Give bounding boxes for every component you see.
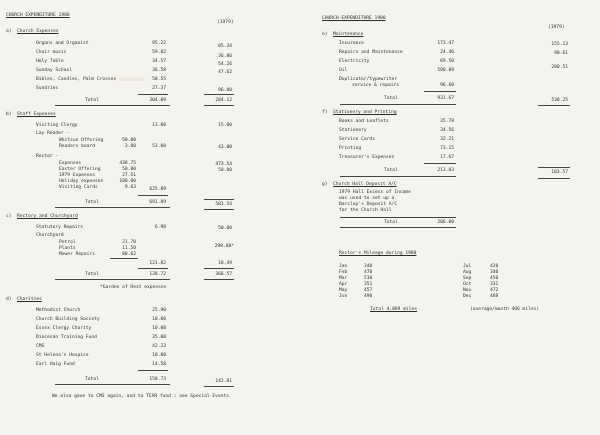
section-e-heading: Maintenance (333, 32, 364, 37)
mileage-value: 490 (364, 294, 373, 299)
b-visiting-1979: 15.00 (218, 123, 232, 128)
c-cy-1979: 298.08* (214, 244, 234, 249)
total-rule (138, 195, 168, 196)
b-visiting-1980: 13.00 (152, 123, 166, 128)
g-line: 1979 Hall Excess of Income (339, 190, 411, 195)
a-item-1979: 54.26 (218, 62, 232, 67)
total-underline (538, 178, 570, 179)
c-cy-val: 11.50 (122, 246, 136, 251)
left-year-header: (1979) (217, 20, 234, 25)
mileage-month: Mar (339, 276, 348, 281)
mileage-value: 450 (490, 276, 499, 281)
mileage-month: May (339, 288, 348, 293)
total-rule (138, 94, 168, 95)
c-churchyard: Churchyard (36, 233, 64, 238)
e-total-label: Total (384, 96, 398, 101)
section-a-heading: Church Expenses (17, 29, 59, 34)
b-rector-val: 438.75 (119, 161, 136, 166)
bleed-through-decoration: ─ (120, 57, 145, 103)
d-item-val: 35.00 (152, 335, 166, 340)
b-lay-total-1980: 53.00 (152, 144, 166, 149)
a-item-1980: 36.58 (152, 68, 166, 73)
a-item-1979: 85.34 (218, 44, 232, 49)
g-line: was used to set up a (339, 196, 395, 201)
b-readers-board: Readers board (59, 144, 95, 149)
total-rule (424, 91, 456, 92)
c-statutory-1979: 50.00 (218, 226, 232, 231)
f-item-name: Books and Leaflets (339, 119, 389, 124)
b-total-label: Total (85, 200, 99, 205)
d-item-name: Church Building Society (36, 317, 100, 322)
e-item-name: Oil (339, 68, 348, 73)
d-item-name: Earl Haig Fund (36, 362, 75, 367)
section-g-heading: Church Hall Deposit A/C (333, 182, 397, 187)
right-page-title: CHURCH EXPENDITURE 1980 (322, 16, 386, 21)
section-b-label: b) (6, 112, 12, 117)
b-rector-item: Visiting Cards (59, 185, 98, 190)
d-item-val: 10.00 (152, 326, 166, 331)
a-item-1979: 96.00 (218, 88, 232, 93)
b-whitsun-val: 50.00 (122, 138, 136, 143)
section-f-heading: Stationery and Printing (333, 110, 397, 115)
total-underline (340, 176, 456, 177)
mileage-value: 340 (490, 270, 499, 275)
g-total-1980: 206.00 (437, 220, 454, 225)
d-item-val: 10.00 (152, 317, 166, 322)
mileage-value: 470 (364, 270, 373, 275)
b-rector-1979b: 50.00 (218, 168, 232, 173)
mileage-month: Jun (339, 294, 348, 299)
c-statutory-1980: 6.90 (154, 225, 166, 230)
c-footnote: *Garden of Rest expenses (100, 285, 167, 290)
mileage-value: 457 (364, 288, 373, 293)
section-b-heading: Staff Expenses (17, 112, 56, 117)
section-a-label: a) (6, 29, 12, 34)
c-cy-val: 21.70 (122, 240, 136, 245)
a-item-name: Organs and Organist (36, 41, 89, 46)
mileage-month: Nov (463, 288, 472, 293)
e-item-name: Repairs and Maintenance (339, 50, 403, 55)
b-rector-val: 50.00 (122, 167, 136, 172)
total-rule (204, 268, 234, 269)
f-item-val: 35.78 (440, 119, 454, 124)
f-total-1980: 213.83 (437, 168, 454, 173)
mileage-value: 340 (364, 264, 373, 269)
total-underline (55, 279, 170, 280)
mileage-value: 331 (490, 282, 499, 287)
d-item-val: 42.23 (152, 344, 166, 349)
b-whitsun: Whitsun Offering (59, 138, 104, 143)
f-item-name: Printing (339, 146, 362, 151)
mileage-month: Feb (339, 270, 348, 275)
f-item-name: Treasurer's Expenses (339, 155, 395, 160)
mileage-value: 420 (490, 264, 499, 269)
total-underline (204, 209, 234, 210)
mileage-month: Jul (463, 264, 472, 269)
c-statutory: Statutory Repairs (36, 225, 84, 230)
d-item-name: Methodist Church (36, 308, 81, 313)
d-item-name: Diocesan Training Fund (36, 335, 97, 340)
d-item-name: Essex Clergy Charity (36, 326, 92, 331)
section-g-label: g) (322, 182, 328, 187)
mileage-total: Total 4,869 miles (370, 307, 418, 312)
mileage-value: 510 (364, 276, 373, 281)
c-cy-val: 88.62 (122, 252, 136, 257)
d-total-1980: 150.73 (149, 377, 166, 382)
f-total-label: Total (384, 168, 398, 173)
b-rector-val: 27.51 (122, 173, 136, 178)
total-underline (55, 207, 170, 208)
d-total-1979: 142.81 (215, 379, 232, 384)
section-d-label: d) (6, 297, 12, 302)
e-item-1980: 69.50 (440, 59, 454, 64)
e-item-1979: 155.13 (551, 42, 568, 47)
c-cy-item: Plants (59, 246, 76, 251)
total-rule (204, 94, 234, 95)
a-item-1980: 59.82 (152, 50, 166, 55)
e-item-name: Insurance (339, 41, 364, 46)
e-total-1980: 931.67 (437, 96, 454, 101)
a-item-name: Choir music (36, 50, 67, 55)
b-rector-item: Easter Offering (59, 167, 101, 172)
f-item-val: 17.67 (440, 155, 454, 160)
b-rector-val: 9.63 (124, 185, 136, 190)
total-underline (204, 386, 234, 387)
a-item-name: Bibles, Candles, Palm Crosses (36, 77, 117, 82)
b-total-1980: 691.89 (149, 200, 166, 205)
c-cy-1979b: 18.49 (218, 261, 232, 266)
g-line: for the Church Hall (339, 208, 392, 213)
c-cy-item: Petrol (59, 240, 76, 245)
total-underline (340, 227, 456, 228)
b-total-1979: 581.54 (215, 202, 232, 207)
g-total-label: Total (384, 220, 398, 225)
mileage-value: 351 (364, 282, 373, 287)
g-line: Barclay's Deposit A/C (339, 202, 398, 207)
b-lay-total-1979: 43.00 (218, 145, 232, 150)
total-underline (340, 104, 456, 105)
b-lay-reader: Lay Reader - (36, 131, 70, 136)
total-underline (204, 105, 234, 106)
c-total-label: Total (85, 272, 99, 277)
a-item-name: Sundries (36, 86, 59, 91)
mileage-month: Apr (339, 282, 348, 287)
e-item-name: Duplicator/typewriter (339, 77, 398, 82)
b-rector-item: Holiday expenses (59, 179, 104, 184)
a-item-1980: 34.57 (152, 59, 166, 64)
b-rector-total-1980: 625.89 (149, 187, 166, 192)
b-rector-val: 100.00 (119, 179, 136, 184)
mileage-month: Sep (463, 276, 472, 281)
total-rule (340, 217, 456, 218)
b-rector-1979a: 473.54 (215, 162, 232, 167)
b-rector-item: Expenses (59, 161, 82, 166)
c-total-1979: 366.57 (215, 272, 232, 277)
f-total-1979: 183.57 (551, 170, 568, 175)
total-rule (538, 167, 570, 168)
e-item-1979: 90.61 (554, 51, 568, 56)
total-underline (55, 384, 170, 385)
total-rule (138, 370, 168, 371)
b-visiting-clergy: Visiting Clergy (36, 123, 78, 128)
e-total-1979: 530.25 (551, 98, 568, 103)
mileage-heading: Rector's Mileage during 1980 (339, 251, 417, 256)
c-cy-item: Mower Repairs (59, 252, 95, 257)
b-rector-item: 1979 Expenses (59, 173, 95, 178)
e-item-1980: 24.46 (440, 50, 454, 55)
section-e-label: e) (322, 32, 328, 37)
a-total-1979: 284.12 (215, 98, 232, 103)
f-item-name: Stationery (339, 128, 367, 133)
a-total-label: Total (85, 98, 99, 103)
d-item-val: 10.00 (152, 353, 166, 358)
mileage-month: Aug (463, 270, 472, 275)
total-underline (55, 105, 170, 106)
d-item-name: St Helena's Hospice (36, 353, 89, 358)
mileage-month: Jan (339, 264, 348, 269)
f-item-val: 32.21 (440, 137, 454, 142)
a-item-1980: 50.55 (152, 77, 166, 82)
section-d-heading: Charities (17, 297, 42, 302)
e-item-name: service & repairs (352, 83, 400, 88)
a-item-name: Holy Table (36, 59, 64, 64)
section-f-label: f) (322, 110, 328, 115)
e-item-1979: 280.51 (551, 65, 568, 70)
f-item-val: 73.15 (440, 146, 454, 151)
mileage-value: 488 (490, 294, 499, 299)
b-readers-val: 3.00 (124, 144, 136, 149)
e-item-1980: 96.60 (440, 83, 454, 88)
left-page-title: CHURCH EXPENDITURE 1980 (6, 13, 70, 18)
total-underline (538, 105, 570, 106)
a-item-1980: 27.37 (152, 86, 166, 91)
mileage-month: Oct (463, 282, 472, 287)
c-total-1980: 128.72 (149, 272, 166, 277)
b-rector: Rector - (36, 154, 59, 159)
d-item-val: 25.90 (152, 308, 166, 313)
section-c-heading: Rectory and Churchyard (17, 214, 78, 219)
d-total-label: Total (85, 377, 99, 382)
footer-note: We also gave to CMS again, and to TEAR fund : see Special Events (52, 394, 230, 399)
d-item-name: CMS (36, 344, 45, 349)
right-year-header: (1979) (548, 25, 565, 30)
e-item-1980: 590.89 (437, 68, 454, 73)
total-rule (204, 199, 234, 200)
mileage-average: (average/month 406 miles) (470, 307, 540, 312)
total-rule (138, 268, 168, 269)
total-underline (204, 279, 234, 280)
e-item-1980: 173.47 (437, 41, 454, 46)
total-rule (424, 163, 456, 164)
a-item-1979: 36.86 (218, 54, 232, 59)
c-cy-total-1980: 121.82 (149, 261, 166, 266)
a-total-1980: 304.09 (149, 98, 166, 103)
section-c-label: c) (6, 214, 12, 219)
total-rule (110, 258, 138, 259)
d-item-val: 14.58 (152, 362, 166, 367)
f-item-name: Service Cards (339, 137, 375, 142)
a-item-name: Sunday School (36, 68, 72, 73)
a-item-1979: 47.62 (218, 70, 232, 75)
a-item-1980: 95.22 (152, 41, 166, 46)
f-item-val: 34.56 (440, 128, 454, 133)
mileage-value: 472 (490, 288, 499, 293)
e-item-name: Electricity (339, 59, 370, 64)
mileage-month: Dec (463, 294, 472, 299)
